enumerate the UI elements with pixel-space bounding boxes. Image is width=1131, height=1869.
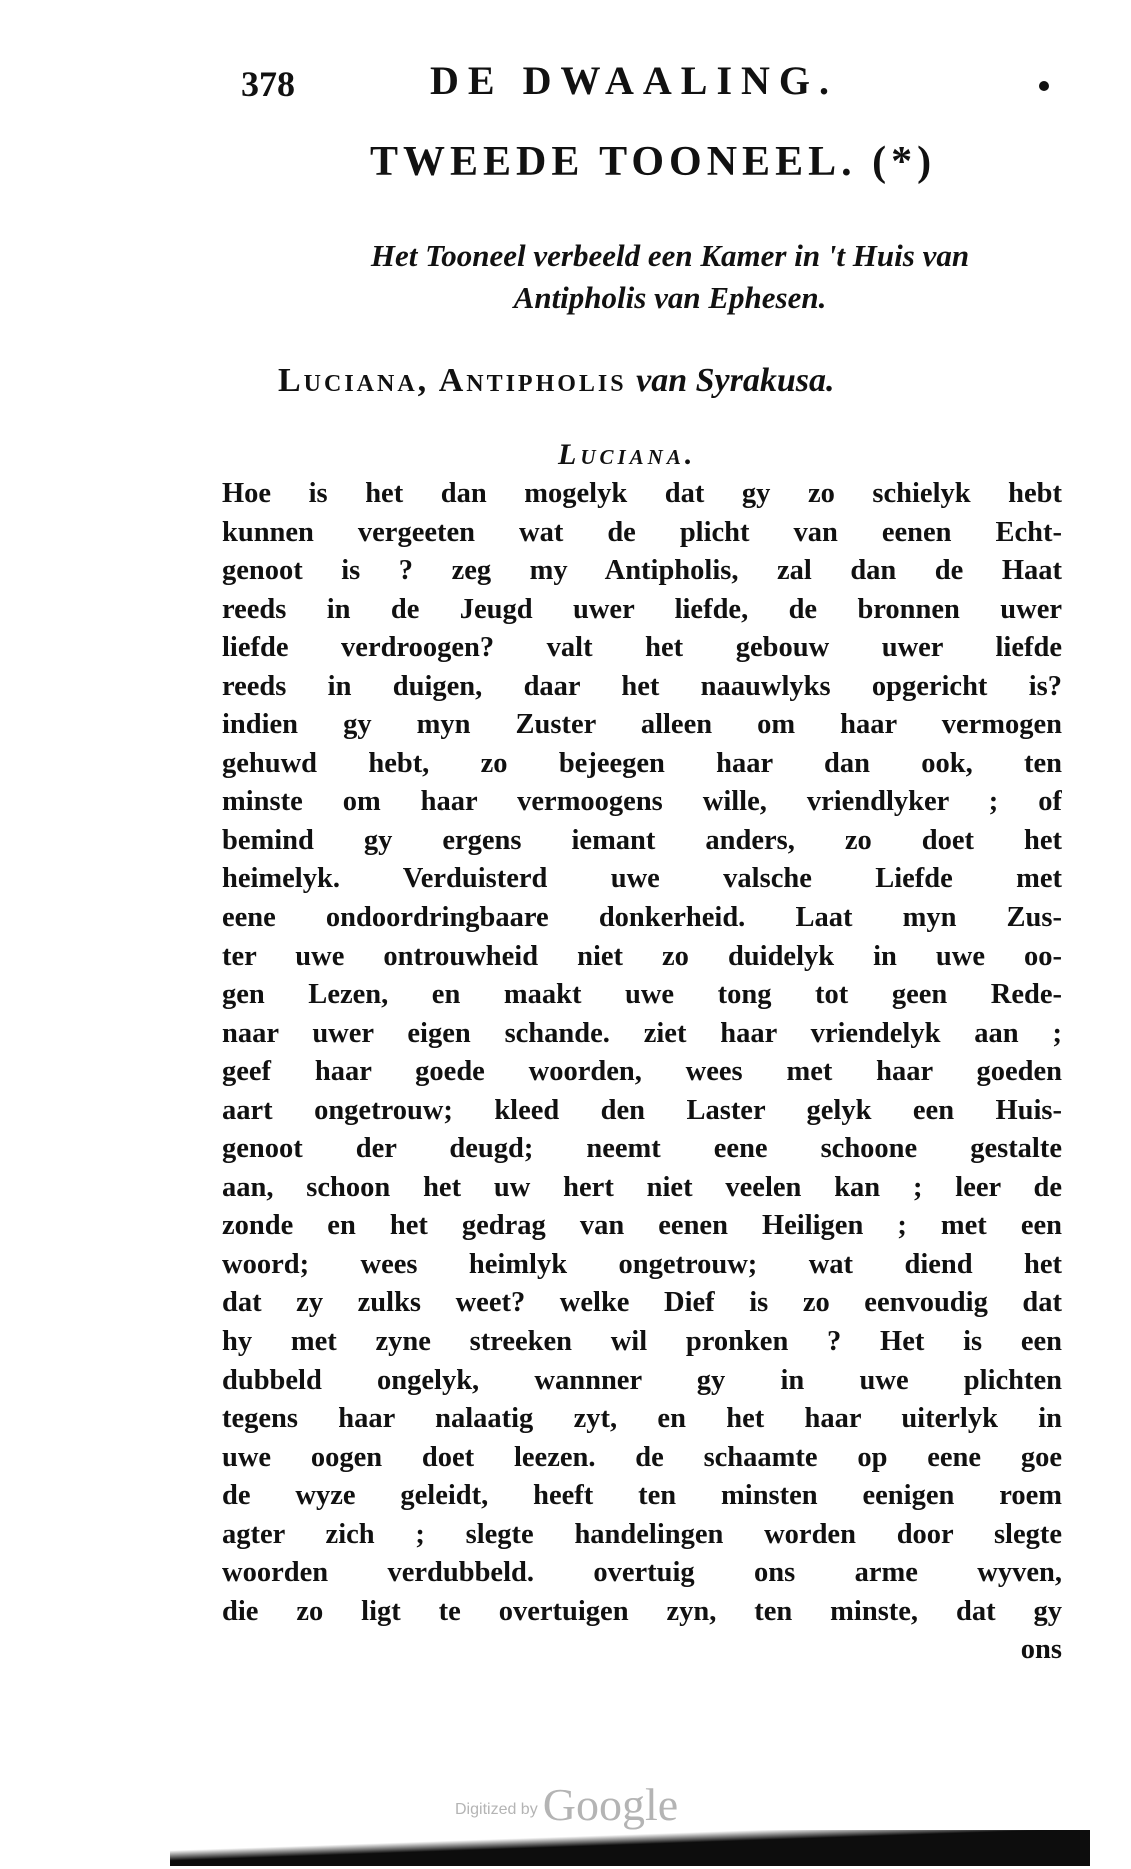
text-line: aart ongetrouw; kleed den Laster gelyk een Huis- <box>222 1094 1062 1126</box>
text-line: gehuwd hebt, zo bejeegen haar dan ook, ten <box>222 747 1062 779</box>
text-line: genoot is ? zeg my Antipholis, zal dan de Haat <box>222 555 1062 587</box>
text-line: woord; wees heimlyk ongetrouw; wat diend het <box>222 1248 1062 1280</box>
text-line: kunnen vergeeten wat de plicht van eenen Echt- <box>222 516 1062 548</box>
text-line: indien gy myn Zuster alleen om haar vermogen <box>222 709 1062 741</box>
text-line: tegens haar nalaatig zyt, en het haar uiterlyk in <box>222 1403 1062 1435</box>
cast-place: van Syrakusa. <box>636 362 835 399</box>
stage-direction <box>290 235 1050 319</box>
text-line: Hoe is het dan mogelyk dat gy zo schielyk hebt <box>222 478 1062 509</box>
cast-name: Antipholis <box>438 362 627 399</box>
speech-body <box>222 475 1062 1670</box>
google-logo: Google <box>542 1779 679 1830</box>
text-line: woorden verdubbeld. overtuig ons arme wyven, <box>222 1557 1062 1589</box>
text-line: hy met zyne streeken wil pronken ? Het is een <box>222 1326 1062 1358</box>
text-line: minste om haar vermoogens wille, vriendlyker ; of <box>222 786 1062 818</box>
text-line: aan, schoon het uw hert niet veelen kan ; leer de <box>222 1171 1062 1203</box>
scan-edge-shadow <box>170 1830 1090 1866</box>
text-line: heimelyk. Verduisterd uwe valsche Liefde met <box>222 863 1062 895</box>
text-line: uwe oogen doet leezen. de schaamte op eene goe <box>222 1441 1062 1473</box>
text-line: dubbeld ongelyk, wannner gy in uwe plichten <box>222 1364 1062 1396</box>
text-line: eene ondoordringbaare donkerheid. Laat myn Zus- <box>222 902 1062 934</box>
text-line: gen Lezen, en maakt uwe tong tot geen Rede- <box>222 979 1062 1011</box>
watermark-prefix: Digitized by <box>455 1801 538 1818</box>
stage-direction-line: Het Tooneel verbeeld een Kamer in 't Huis van <box>370 238 970 273</box>
page-header <box>235 55 1055 105</box>
digitized-watermark <box>455 1778 678 1831</box>
text-line: agter zich ; slegte handelingen worden door slegte <box>222 1518 1062 1550</box>
text-line: naar uwer eigen schande. ziet haar vriendelyk aan ; <box>222 1017 1062 1049</box>
ink-speck <box>1039 81 1049 91</box>
text-line: reeds in duigen, daar het naauwlyks opgericht is? <box>222 670 1062 702</box>
text-line: liefde verdroogen? valt het gebouw uwer liefde <box>222 632 1062 664</box>
text-line: bemind gy ergens iemant anders, zo doet het <box>222 824 1062 856</box>
speaker-heading: Luciana. <box>558 438 697 471</box>
cast-list <box>278 362 1058 400</box>
text-line: geef haar goede woorden, wees met haar goeden <box>222 1056 1062 1088</box>
text-line: zonde en het gedrag van eenen Heiligen ; met een <box>222 1210 1062 1242</box>
text-line: ter uwe ontrouwheid niet zo duidelyk in uwe oo- <box>222 940 1062 972</box>
text-line: die zo ligt te overtuigen zyn, ten minste, dat gy <box>222 1595 1062 1627</box>
cast-name: Luciana, <box>278 362 430 399</box>
catchword: ons <box>1020 1634 1062 1666</box>
text-line: reeds in de Jeugd uwer liefde, de bronnen uwer <box>222 593 1062 625</box>
scene-title: TWEEDE TOONEEL. (*) <box>370 139 937 185</box>
text-line: genoot der deugd; neemt eene schoone gestalte <box>222 1133 1062 1165</box>
running-title: DE DWAALING. <box>430 58 839 103</box>
text-line: de wyze geleidt, heeft ten minsten eenigen roem <box>222 1480 1062 1512</box>
text-line: dat zy zulks weet? welke Dief is zo eenvoudig dat <box>222 1287 1062 1319</box>
stage-direction-line: Antipholis van Ephesen. <box>513 280 827 315</box>
page-number: 378 <box>241 64 295 104</box>
